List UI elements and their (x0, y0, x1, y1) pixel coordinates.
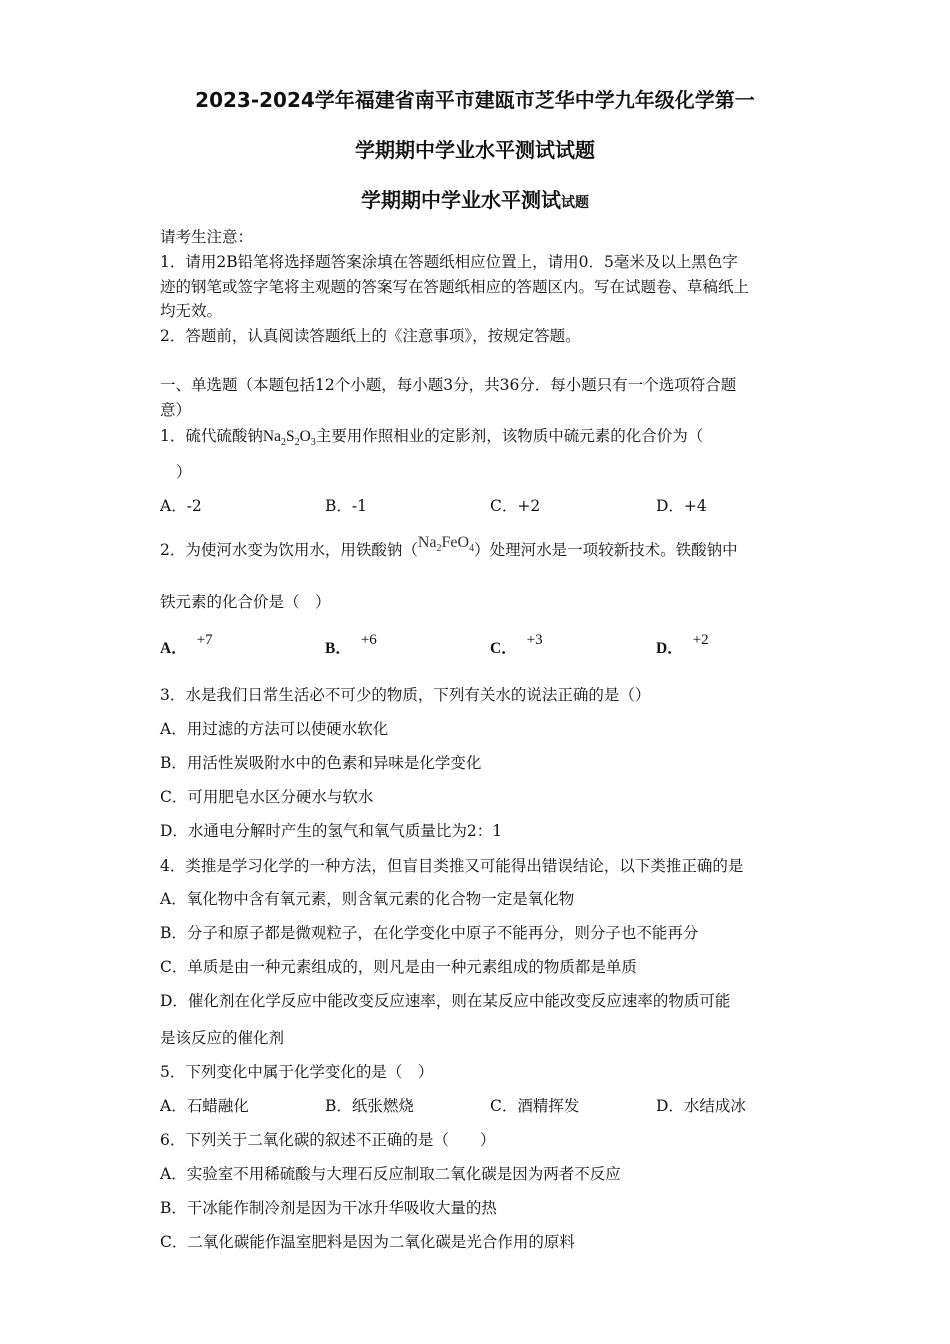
q4-option-d-continued: 是该反应的催化剂 (160, 1029, 285, 1047)
notice-item-1-line-1: 1．请用2B铅笔将选择题答案涂填在答题纸相应位置上，请用0．5毫米及以上黑色字 (160, 253, 738, 271)
q4-option-b: B．分子和原子都是微观粒子，在化学变化中原子不能再分，则分子也不能再分 (160, 924, 699, 942)
q1-option-b: B．-1 (325, 497, 367, 515)
q2-option-d: D． +2 (656, 632, 709, 657)
q6-option-b: B．干冰能作制冷剂是因为干冰升华吸收大量的热 (160, 1199, 497, 1217)
q5-option-b: B．纸张燃烧 (325, 1097, 414, 1115)
title-line-3 (0, 187, 950, 216)
q2-option-a: A． +7 (160, 632, 213, 657)
q1-option-c: C．+2 (490, 497, 541, 515)
question-6-stem: 6．下列关于二氧化碳的叙述不正确的是（ ） (160, 1131, 496, 1149)
q1-post: 主要用作照相业的定影剂，该物质中硫元素的化合价为（ (315, 427, 704, 445)
q3-option-c: C．可用肥皂水区分硬水与软水 (160, 788, 374, 806)
q4-option-d: D．催化剂在化学反应中能改变反应速率，则在某反应中能改变反应速率的物质可能 (160, 992, 731, 1010)
title-line-1: 2023-2024学年福建省南平市建瓯市芝华中学九年级化学第一 (195, 88, 755, 112)
q3-option-b: B．用活性炭吸附水中的色素和异味是化学变化 (160, 754, 482, 772)
notice-item-1-line-3: 均无效。 (160, 302, 223, 320)
q4-option-c: C．单质是由一种元素组成的，则凡是由一种元素组成的物质都是单质 (160, 958, 637, 976)
q1-pre: 1．硫代硫酸钠 (160, 427, 263, 445)
q6-option-a: A．实验室不用稀硫酸与大理石反应制取二氧化碳是因为两者不反应 (160, 1165, 621, 1183)
q5-option-c: C．酒精挥发 (490, 1097, 580, 1115)
title-line-3-main: 学期期中学业水平测试 (361, 188, 561, 212)
q2-option-c: C． +3 (490, 632, 543, 657)
q5-option-d: D．水结成冰 (656, 1097, 746, 1115)
section-heading-line-2: 意） (160, 401, 192, 419)
title-line-3-small: 试题 (561, 195, 589, 211)
question-1-close: ） (176, 463, 192, 481)
q1-formula: $Na_2S_2O_3$ (262, 428, 316, 449)
question-2-stem (160, 534, 738, 567)
q2-post: ）处理河水是一项较新技术。铁酸钠中 (474, 541, 738, 559)
q1-option-d: D．+4 (656, 497, 707, 515)
notice-item-1-line-2: 迹的钢笔或签字笔将主观题的答案写在答题纸相应的答题区内。写在试题卷、草稿纸上 (160, 278, 750, 296)
section-heading-line-1: 一、单选题（本题包括12个小题，每小题3分，共36分．每小题只有一个选项符合题 (160, 376, 737, 394)
q4-option-a: A．氧化物中含有氧元素，则含氧元素的化合物一定是氧化物 (160, 890, 575, 908)
q1-option-a: A．-2 (160, 497, 202, 515)
q2-formula: $Na_2FeO_4$ (417, 534, 475, 555)
q2-option-b: B． +6 (325, 632, 377, 657)
question-5-stem: 5．下列变化中属于化学变化的是（ ） (160, 1063, 434, 1081)
q2-pre: 2．为使河水变为饮用水，用铁酸钠（ (160, 541, 418, 559)
question-1-stem (160, 426, 703, 453)
q3-option-a: A．用过滤的方法可以使硬水软化 (160, 720, 389, 738)
q3-option-d: D．水通电分解时产生的氢气和氧气质量比为2：1 (160, 822, 503, 840)
question-4-stem: 4．类推是学习化学的一种方法，但盲目类推又可能得出错误结论，以下类推正确的是 (160, 857, 744, 875)
question-3-stem: 3．水是我们日常生活必不可少的物质，下列有关水的说法正确的是（） (160, 686, 651, 704)
q6-option-c: C．二氧化碳能作温室肥料是因为二氧化碳是光合作用的原料 (160, 1233, 575, 1251)
title-line-2: 学期期中学业水平测试试题 (355, 138, 595, 162)
notice-heading: 请考生注意： (160, 228, 254, 246)
notice-item-2: 2．答题前，认真阅读答题纸上的《注意事项》，按规定答题。 (160, 327, 581, 345)
q5-option-a: A．石蜡融化 (160, 1097, 249, 1115)
question-2-stem-line-2: 铁元素的化合价是（ ） (160, 593, 331, 611)
